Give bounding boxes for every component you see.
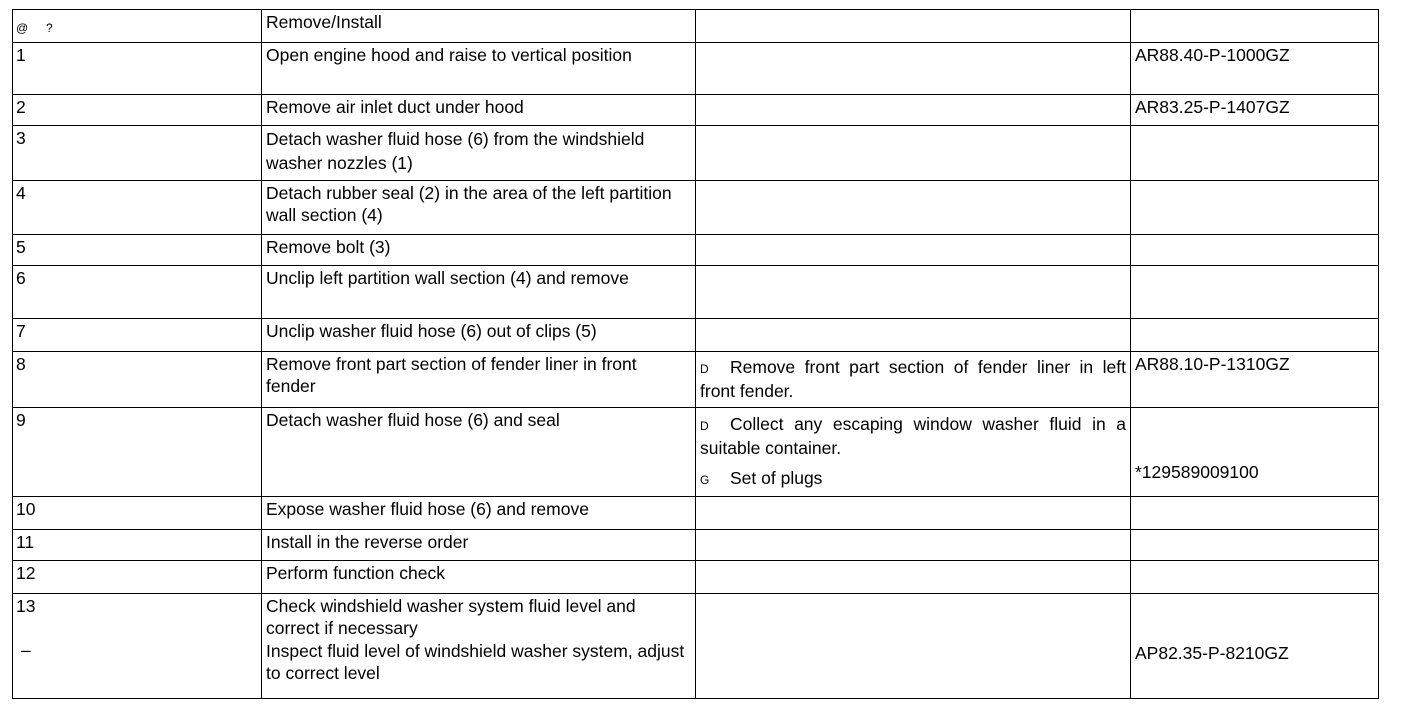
step-number: 12 — [13, 561, 262, 594]
step-reference — [1131, 497, 1379, 530]
table-row — [13, 126, 1379, 181]
step-text: Install in the reverse order — [262, 530, 696, 561]
table-row — [13, 561, 1379, 594]
step-note — [696, 497, 1131, 530]
table-row — [13, 235, 1379, 266]
note-marker: D — [700, 362, 709, 376]
table-row — [13, 43, 1379, 95]
header-note-cell — [696, 10, 1131, 43]
table-row — [13, 95, 1379, 126]
step-number: 10 — [13, 497, 262, 530]
step-number-cell — [13, 594, 262, 699]
step-reference — [1131, 126, 1379, 181]
step-number: 7 — [13, 319, 262, 352]
step-reference-cell — [1131, 408, 1379, 497]
step-note — [696, 530, 1131, 561]
tool-part-number[interactable]: *129589009100 — [1135, 462, 1259, 482]
step-reference — [1131, 235, 1379, 266]
step-number: 5 — [13, 235, 262, 266]
tool-marker: G — [700, 473, 710, 487]
step-reference[interactable]: AP82.35-P-8210GZ — [1135, 643, 1289, 663]
table-row — [13, 266, 1379, 319]
step-number: 1 — [13, 43, 262, 95]
step-reference — [1131, 561, 1379, 594]
step-number: 9 — [13, 408, 262, 497]
step-reference[interactable]: AR88.40-P-1000GZ — [1131, 43, 1379, 95]
step-number: 3 — [13, 126, 262, 181]
step-text: Remove bolt (3) — [262, 235, 696, 266]
step-text: Open engine hood and raise to vertical position — [262, 43, 696, 95]
step-reference — [1131, 266, 1379, 319]
tool-note: Set of plugs — [730, 468, 823, 488]
step-reference — [1131, 319, 1379, 352]
step-text: Detach washer fluid hose (6) and seal — [262, 408, 696, 497]
note-marker: D — [700, 419, 709, 433]
step-note — [696, 561, 1131, 594]
step-text: Remove air inlet duct under hood — [262, 95, 696, 126]
header-symbols-cell — [13, 10, 262, 43]
step-note: Remove front part section of fender liner in left front fender. — [700, 357, 1126, 401]
step-number: 4 — [13, 181, 262, 235]
step-number: 11 — [13, 530, 262, 561]
table-row — [13, 408, 1379, 497]
step-note — [696, 181, 1131, 235]
step-number: 2 — [13, 95, 262, 126]
table-header-row — [13, 10, 1379, 43]
step-note — [696, 126, 1131, 181]
step-text: Unclip washer fluid hose (6) out of clips (5) — [262, 319, 696, 352]
procedure-table — [12, 9, 1379, 699]
step-note — [696, 235, 1131, 266]
step-note: Collect any escaping window washer fluid in a suitable container. — [700, 414, 1126, 458]
table-row — [13, 181, 1379, 235]
step-text: Remove front part section of fender liner in front fender — [262, 352, 696, 408]
at-symbol: @ — [16, 21, 29, 35]
table-row — [13, 594, 1379, 699]
sub-step-marker: – — [21, 640, 31, 660]
step-text: Expose washer fluid hose (6) and remove — [262, 497, 696, 530]
step-text-cell — [262, 594, 696, 699]
table-row — [13, 530, 1379, 561]
step-note — [696, 95, 1131, 126]
step-reference — [1131, 181, 1379, 235]
step-reference[interactable]: AR83.25-P-1407GZ — [1131, 95, 1379, 126]
step-text: Perform function check — [262, 561, 696, 594]
question-symbol: ? — [46, 21, 53, 35]
table-row — [13, 497, 1379, 530]
table-row — [13, 319, 1379, 352]
step-reference[interactable]: AR88.10-P-1310GZ — [1131, 352, 1379, 408]
step-note — [696, 594, 1131, 699]
step-note — [696, 266, 1131, 319]
step-number: 8 — [13, 352, 262, 408]
step-note-cell — [696, 352, 1131, 408]
step-number: 13 — [16, 596, 36, 616]
step-number: 6 — [13, 266, 262, 319]
step-note — [696, 319, 1131, 352]
header-title: Remove/Install — [262, 10, 696, 43]
step-reference — [1131, 530, 1379, 561]
step-text: Detach washer fluid hose (6) from the windshield washer nozzles (1) — [262, 126, 696, 181]
step-note-cell — [696, 408, 1131, 497]
step-text: Detach rubber seal (2) in the area of the left partition wall section (4) — [262, 181, 696, 235]
step-text: Unclip left partition wall section (4) and remove — [262, 266, 696, 319]
step-reference-cell — [1131, 594, 1379, 699]
header-ref-cell — [1131, 10, 1379, 43]
step-note — [696, 43, 1131, 95]
sub-step-text: Inspect fluid level of windshield washer system, adjust to correct level — [266, 641, 685, 683]
step-text: Check windshield washer system fluid level and correct if necessary — [266, 596, 636, 638]
table-row — [13, 352, 1379, 408]
